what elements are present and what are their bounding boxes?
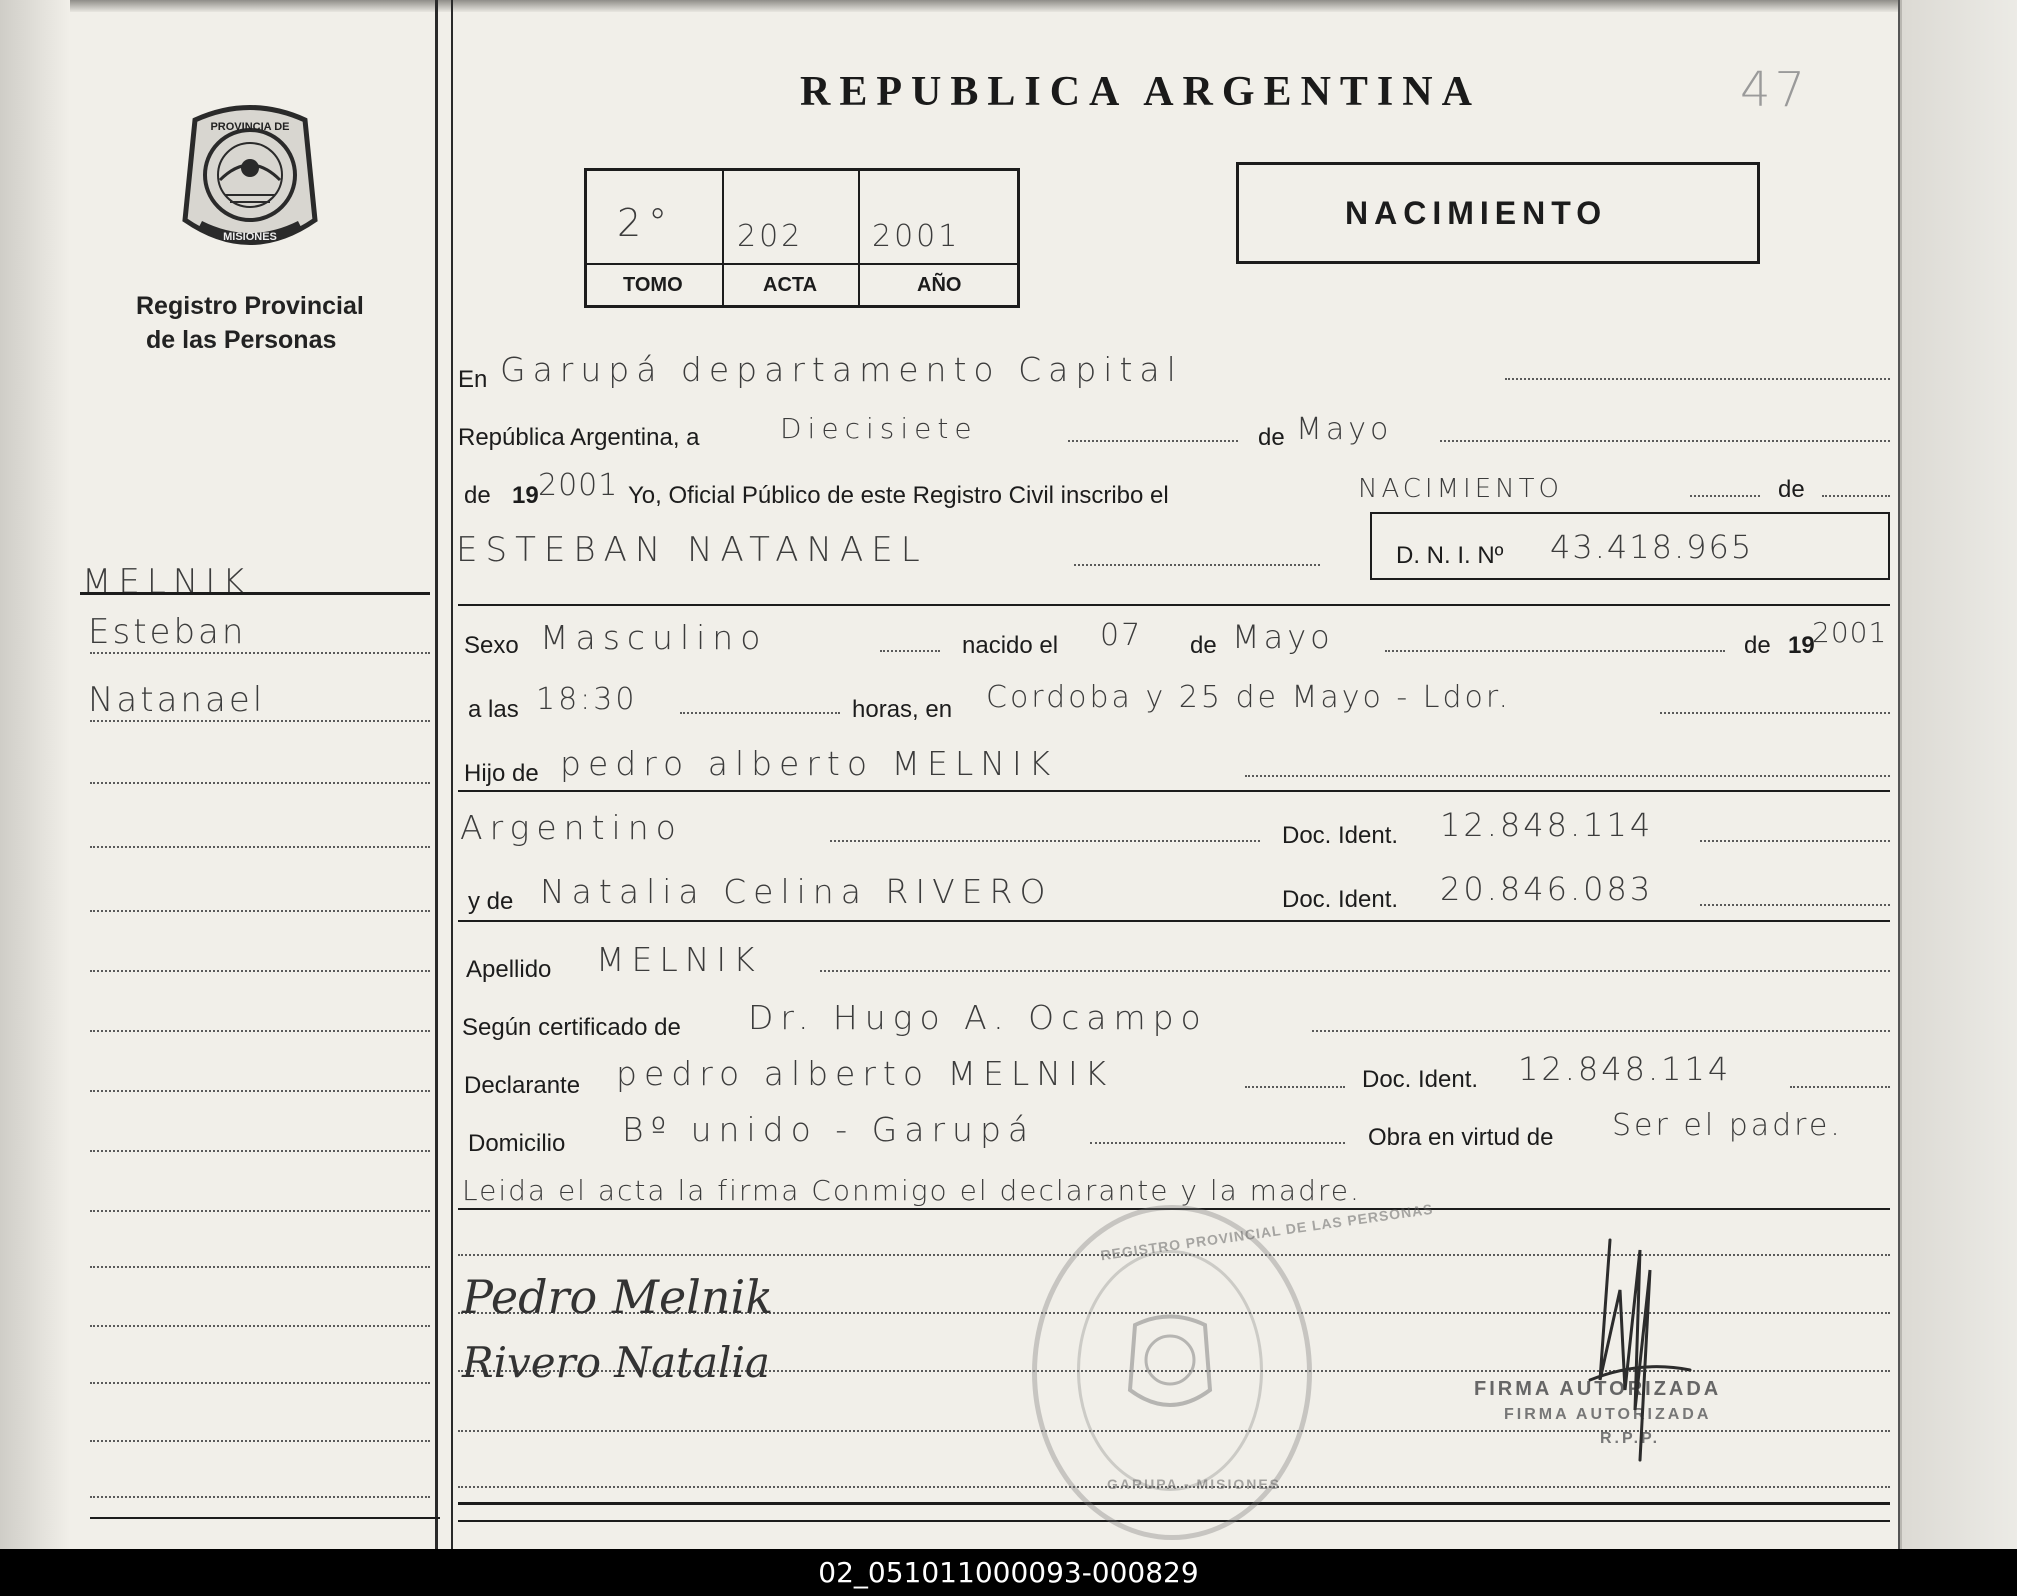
label-y-de: y de — [468, 888, 514, 915]
field-mes-nacimiento: Mayo — [1232, 618, 1334, 656]
label-certificado: Según certificado de — [462, 1014, 681, 1041]
label-apellido: Apellido — [466, 956, 552, 983]
label-doc-declarante: Doc. Ident. — [1362, 1066, 1479, 1093]
document-title: REPUBLICA ARGENTINA — [800, 69, 1481, 115]
field-hora: 18:30 — [536, 682, 638, 717]
scan-identifier: 02_051011000093-000829 — [0, 1549, 2017, 1596]
field-mes-inscripcion: Mayo — [1296, 412, 1393, 447]
margin-divider-line-inner — [451, 0, 453, 1549]
year-prefix: 19 — [512, 482, 539, 509]
field-lugar-inscripcion: Garupá departamento Capital — [500, 350, 1183, 389]
signature-madre: Rivero Natalia — [462, 1338, 770, 1387]
field-doc-padre: 12.848.114 — [1440, 806, 1654, 844]
field-doc-madre: 20.846.083 — [1440, 870, 1654, 908]
field-madre: Natalia Celina RIVERO — [540, 872, 1053, 911]
page-right-edge — [1900, 0, 2017, 1549]
dni-box — [1370, 512, 1890, 580]
label-declarante: Declarante — [464, 1072, 581, 1099]
svg-text:PROVINCIA DE: PROVINCIA DE — [210, 121, 290, 133]
label-domicilio: Domicilio — [468, 1130, 566, 1157]
provincial-seal-icon — [175, 100, 325, 260]
field-lugar-nacimiento: Cordoba y 25 de Mayo - Ldor. — [986, 680, 1512, 715]
page-left-shade — [0, 0, 70, 1549]
record-reference-box — [584, 168, 1020, 308]
official-stamp-line1: FIRMA AUTORIZADA — [1474, 1378, 1722, 1400]
label-nacido-el: nacido el — [962, 632, 1059, 659]
field-certificado: Dr. Hugo A. Ocampo — [748, 998, 1208, 1037]
right-border-line — [1898, 0, 1900, 1549]
registry-name-line2: de las Personas — [146, 326, 337, 354]
official-stamp-line3: R.P.P. — [1600, 1430, 1661, 1447]
field-dia-nacimiento: 07 — [1100, 618, 1143, 653]
margin-surname: MELNIK — [82, 562, 252, 602]
label-obra-en-virtud: Obra en virtud de — [1368, 1124, 1554, 1151]
record-type-box — [1236, 162, 1760, 264]
margin-given-name-2: Natanael — [88, 680, 266, 720]
label-hijo-de: Hijo de — [464, 760, 539, 787]
field-anio-nacimiento: 2001 — [1812, 616, 1888, 649]
field-tipo-acto: NACIMIENTO — [1358, 474, 1563, 504]
field-obra-en-virtud: Ser el padre. — [1612, 1108, 1843, 1143]
label-a-las: a las — [468, 696, 519, 723]
svg-text:MISIONES: MISIONES — [223, 231, 277, 243]
dni-value: 43.418.965 — [1550, 528, 1754, 566]
label-doc-madre: Doc. Ident. — [1282, 886, 1399, 913]
field-doc-declarante: 12.848.114 — [1518, 1050, 1732, 1088]
anio-value: 2001 — [872, 219, 961, 254]
field-apellido: MELNIK — [596, 940, 762, 979]
label-republica: República Argentina, a — [458, 424, 700, 451]
dni-label: D. N. I. Nº — [1396, 542, 1504, 569]
margin-divider-line — [435, 0, 438, 1549]
year-prefix-nac: 19 — [1788, 632, 1815, 659]
stamp-seal-icon — [1120, 1310, 1220, 1420]
tomo-label: TOMO — [623, 274, 683, 296]
label-de-nombre: de — [1778, 476, 1805, 503]
stamp-inner-text: GARUPA - MISIONES — [1107, 1476, 1282, 1492]
stamp-ring-text: REGISTRO PROVINCIAL DE LAS PERSONAS — [1099, 1200, 1435, 1264]
label-doc-padre: Doc. Ident. — [1282, 822, 1399, 849]
field-sexo: Masculino — [540, 618, 768, 657]
field-nombre-inscripto: ESTEBAN NATANAEL — [456, 530, 928, 570]
label-en: En — [458, 366, 488, 393]
record-type: NACIMIENTO — [1345, 195, 1608, 231]
label-horas-en: horas, en — [852, 696, 953, 723]
field-nacionalidad-padre: Argentino — [460, 808, 683, 847]
label-de-mes: de — [1258, 424, 1285, 451]
field-padre: pedro alberto MELNIK — [560, 744, 1058, 783]
page-number: 47 — [1740, 62, 1810, 118]
label-de-mes-nac: de — [1190, 632, 1217, 659]
label-de-anio-nac: de — [1744, 632, 1771, 659]
official-stamp-line2: FIRMA AUTORIZADA — [1504, 1406, 1712, 1423]
official-signature-icon — [1580, 1230, 1700, 1490]
acta-value: 202 — [737, 219, 804, 254]
field-domicilio: Bº unido - Garupá — [622, 1110, 1036, 1149]
anio-label: AÑO — [917, 274, 962, 296]
registry-name-line1: Registro Provincial — [136, 292, 364, 320]
tomo-value: 2° — [617, 201, 675, 245]
page-top-shadow — [0, 0, 2017, 12]
field-dia-inscripcion: Diecisiete — [780, 412, 978, 445]
acta-label: ACTA — [763, 274, 818, 296]
margin-given-name-1: Esteban — [88, 612, 247, 652]
label-oficial-publico: Yo, Oficial Público de este Registro Civil inscribo el — [628, 482, 1169, 509]
field-anio-inscripcion: 2001 — [538, 468, 619, 503]
label-sexo: Sexo — [464, 632, 519, 659]
field-nota-lectura: Leida el acta la firma Conmigo el declarante y la madre. — [462, 1174, 1361, 1207]
signature-declarante: Pedro Melnik — [462, 1270, 774, 1324]
label-de-anio: de — [464, 482, 491, 509]
field-declarante: pedro alberto MELNIK — [616, 1054, 1114, 1093]
